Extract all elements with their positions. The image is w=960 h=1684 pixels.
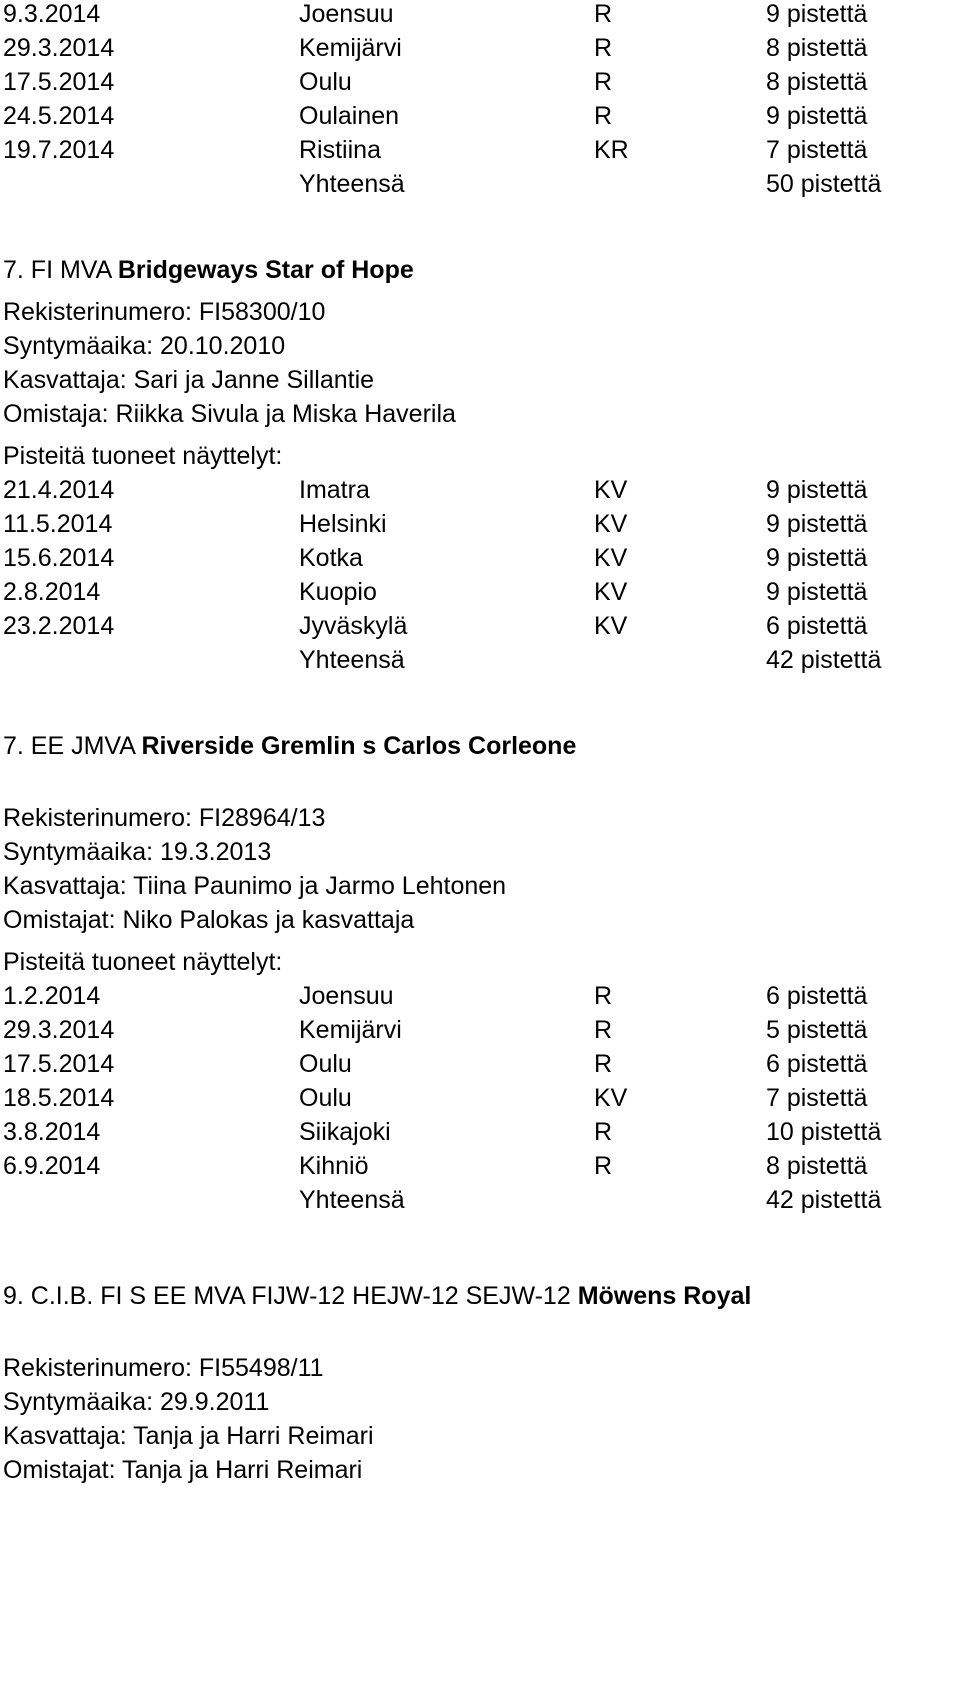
total-points: 42 pistettä	[766, 646, 882, 674]
result-class: R	[594, 68, 613, 96]
result-class: R	[594, 0, 613, 28]
result-date: 24.5.2014	[3, 102, 115, 130]
result-row	[3, 541, 958, 575]
result-place: Helsinki	[299, 510, 387, 538]
result-points: 9 pistettä	[766, 0, 868, 28]
dog-registration: Rekisterinumero: FI55498/11	[3, 1354, 324, 1382]
dog-entry	[3, 729, 958, 1217]
result-place: Kemijärvi	[299, 1016, 402, 1044]
result-place: Oulu	[299, 1050, 352, 1078]
total-label: Yhteensä	[299, 646, 405, 674]
result-date: 17.5.2014	[3, 1050, 115, 1078]
dog-owner: Omistajat: Niko Palokas ja kasvattaja	[3, 906, 415, 934]
result-class: R	[594, 34, 613, 62]
dog-title-prefix: 7. EE JMVA	[3, 732, 142, 760]
result-date: 2.8.2014	[3, 578, 101, 606]
results-table	[3, 979, 958, 1217]
result-date: 1.2.2014	[3, 982, 101, 1010]
result-place: Joensuu	[299, 982, 394, 1010]
dog-title	[3, 1279, 958, 1313]
dog-title	[3, 729, 958, 763]
results-table	[3, 473, 958, 677]
result-row	[3, 31, 958, 65]
document-page	[3, 0, 958, 1487]
result-place: Kuopio	[299, 578, 377, 606]
result-points: 8 pistettä	[766, 1152, 868, 1180]
result-row	[3, 0, 958, 31]
result-class: R	[594, 102, 613, 130]
result-date: 17.5.2014	[3, 68, 115, 96]
shows-label: Pisteitä tuoneet näyttelyt:	[3, 948, 283, 976]
result-class: KR	[594, 136, 629, 164]
dog-registration: Rekisterinumero: FI28964/13	[3, 804, 326, 832]
result-date: 21.4.2014	[3, 476, 115, 504]
result-class: KV	[594, 578, 628, 606]
result-points: 8 pistettä	[766, 34, 868, 62]
result-place: Oulainen	[299, 102, 400, 130]
result-points: 9 pistettä	[766, 544, 868, 572]
dog-registration: Rekisterinumero: FI58300/10	[3, 298, 326, 326]
result-row	[3, 507, 958, 541]
result-points: 6 pistettä	[766, 1050, 868, 1078]
result-date: 29.3.2014	[3, 34, 115, 62]
result-points: 9 pistettä	[766, 476, 868, 504]
result-row	[3, 1047, 958, 1081]
dog-title	[3, 253, 958, 287]
result-class: R	[594, 1016, 613, 1044]
total-points: 42 pistettä	[766, 1186, 882, 1214]
total-points: 50 pistettä	[766, 170, 882, 198]
result-points: 8 pistettä	[766, 68, 868, 96]
result-place: Ristiina	[299, 136, 381, 164]
result-date: 19.7.2014	[3, 136, 115, 164]
shows-label: Pisteitä tuoneet näyttelyt:	[3, 442, 283, 470]
result-class: R	[594, 1050, 613, 1078]
result-date: 9.3.2014	[3, 0, 101, 28]
dog-breeder: Kasvattaja: Tiina Paunimo ja Jarmo Lehtonen	[3, 872, 507, 900]
result-date: 23.2.2014	[3, 612, 115, 640]
result-row	[3, 133, 958, 167]
total-row	[3, 167, 958, 201]
result-class: R	[594, 1118, 613, 1146]
result-row	[3, 1149, 958, 1183]
result-points: 10 pistettä	[766, 1118, 882, 1146]
total-row	[3, 643, 958, 677]
dog-name: Riverside Gremlin s Carlos Corleone	[141, 732, 577, 760]
total-label: Yhteensä	[299, 1186, 405, 1214]
result-class: KV	[594, 476, 628, 504]
result-place: Joensuu	[299, 0, 394, 28]
result-points: 7 pistettä	[766, 1084, 868, 1112]
result-points: 9 pistettä	[766, 578, 868, 606]
dog-entry	[3, 1279, 958, 1487]
result-date: 15.6.2014	[3, 544, 115, 572]
dog-title-prefix: 7. FI MVA	[3, 256, 118, 284]
result-row	[3, 1081, 958, 1115]
result-class: KV	[594, 1084, 628, 1112]
result-row	[3, 1013, 958, 1047]
result-row	[3, 609, 958, 643]
dog-owner: Omistajat: Tanja ja Harri Reimari	[3, 1456, 363, 1484]
total-row	[3, 1183, 958, 1217]
result-class: KV	[594, 544, 628, 572]
result-points: 5 pistettä	[766, 1016, 868, 1044]
result-row	[3, 99, 958, 133]
result-place: Oulu	[299, 68, 352, 96]
dog-birthdate: Syntymäaika: 29.9.2011	[3, 1388, 270, 1416]
result-row	[3, 575, 958, 609]
result-row	[3, 65, 958, 99]
result-place: Kihniö	[299, 1152, 369, 1180]
result-class: R	[594, 1152, 613, 1180]
result-place: Imatra	[299, 476, 370, 504]
result-date: 6.9.2014	[3, 1152, 101, 1180]
dog-breeder: Kasvattaja: Tanja ja Harri Reimari	[3, 1422, 374, 1450]
dog-breeder: Kasvattaja: Sari ja Janne Sillantie	[3, 366, 375, 394]
result-points: 9 pistettä	[766, 510, 868, 538]
result-points: 7 pistettä	[766, 136, 868, 164]
dog-name: Bridgeways Star of Hope	[117, 256, 414, 284]
dog-birthdate: Syntymäaika: 19.3.2013	[3, 838, 272, 866]
result-place: Kotka	[299, 544, 363, 572]
dog-title-prefix: 9. C.I.B. FI S EE MVA FIJW-12 HEJW-12 SEJW-12	[3, 1282, 578, 1310]
result-class: KV	[594, 510, 628, 538]
result-row	[3, 979, 958, 1013]
result-date: 29.3.2014	[3, 1016, 115, 1044]
dog-owner: Omistaja: Riikka Sivula ja Miska Haverila	[3, 400, 456, 428]
result-date: 18.5.2014	[3, 1084, 115, 1112]
result-place: Siikajoki	[299, 1118, 391, 1146]
intro-results-table	[3, 0, 958, 201]
result-points: 6 pistettä	[766, 612, 868, 640]
result-class: R	[594, 982, 613, 1010]
result-place: Oulu	[299, 1084, 352, 1112]
result-place: Jyväskylä	[299, 612, 408, 640]
result-class: KV	[594, 612, 628, 640]
result-date: 3.8.2014	[3, 1118, 101, 1146]
result-row	[3, 1115, 958, 1149]
dog-name: Möwens Royal	[577, 1282, 752, 1310]
dog-entry	[3, 253, 958, 677]
result-points: 9 pistettä	[766, 102, 868, 130]
result-row	[3, 473, 958, 507]
dog-birthdate: Syntymäaika: 20.10.2010	[3, 332, 286, 360]
result-place: Kemijärvi	[299, 34, 402, 62]
total-label: Yhteensä	[299, 170, 405, 198]
result-points: 6 pistettä	[766, 982, 868, 1010]
result-date: 11.5.2014	[3, 510, 113, 538]
